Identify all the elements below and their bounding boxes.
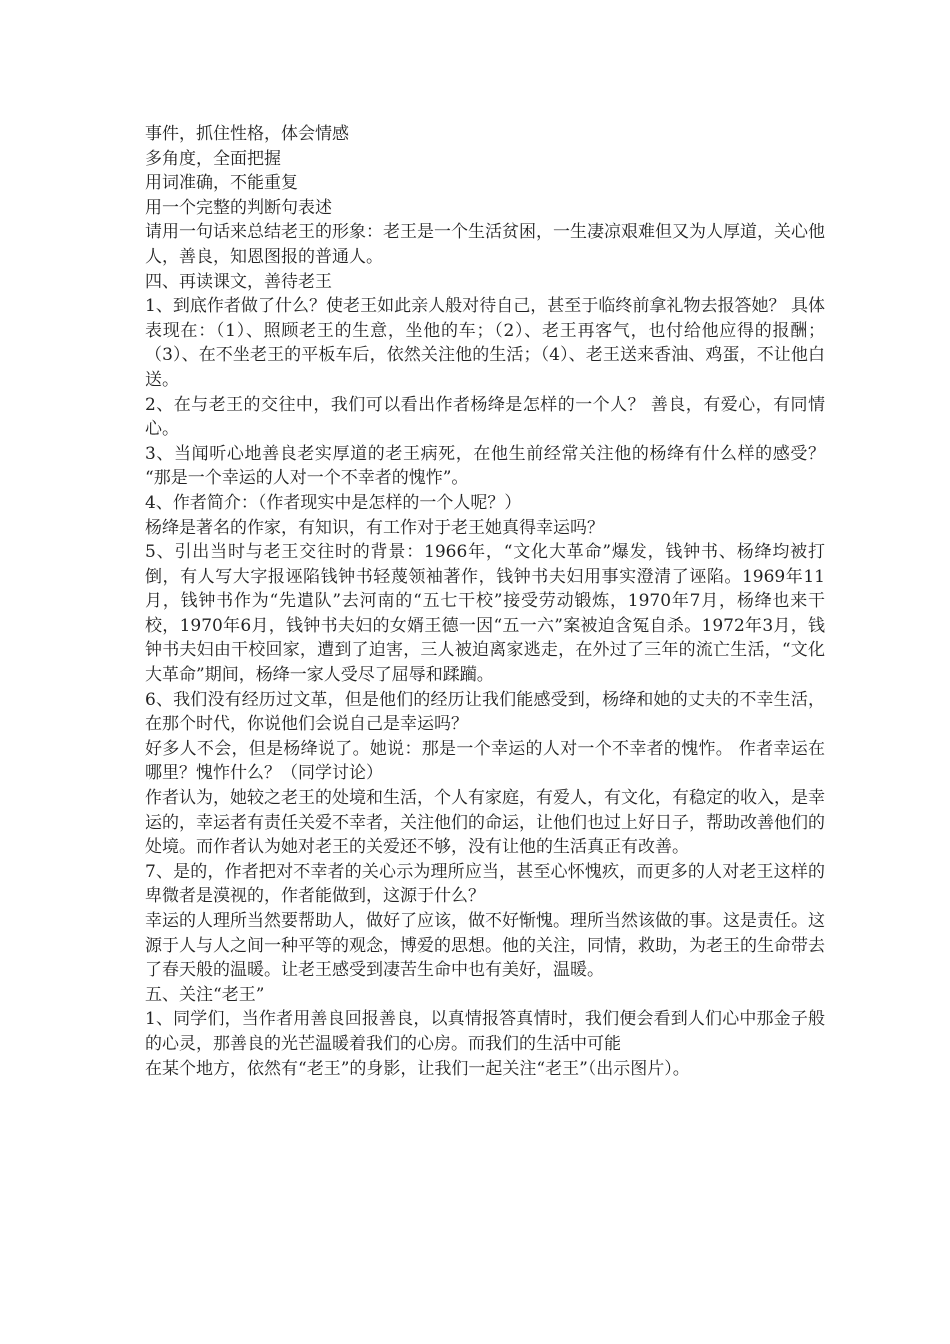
question-4-paragraph: 4、作者简介：（作者现实中是怎样的一个人呢？） [145, 492, 522, 513]
author-view-paragraph: 作者认为，她较之老王的处境和生活，个人有家庭，有爱人，有文化，有稳定的收入，是幸运的，幸运者有责任关爱不幸者，关注他们的命运，让他们也过上好日子，帮助改善他们的处境。而作者认为她对老王的关爱还不够，没有让他的生活真正有改善。 [145, 788, 825, 858]
question-3-paragraph: 3、当闻听心地善良老实厚道的老王病死，在他生前经常关注他的杨绛有什么样的感受？ “那是一个幸运的人对一个不幸者的愧怍”。 [145, 443, 825, 489]
question-5-paragraph: 5、引出当时与老王交往时的背景：1966年，“文化大革命”爆发，钱钟书、杨绛均被打倒，有人写大字报诬陷钱钟书轻蔑领袖著作，钱钟书夫妇用事实澄清了诬陷。1969年11月，钱钟书作为“先遣队”去河南的“五七干校”接受劳动锻炼，1970年7月，杨绛也来干校，1970年6月，钱钟书夫妇的女婿王德一因“五一六”案被迫含冤自杀。1972年3月，钱钟书夫妇由干校回家，遭到了迫害，三人被迫离家逃走，在外过了三年的流亡生活，“文化大革命”期间，杨绛一家人受尽了屈辱和蹂躏。 [145, 542, 825, 686]
text-line-4: 用一个完整的判断句表述 [145, 197, 332, 218]
question-1-paragraph: 1、到底作者做了什么？使老王如此亲人般对待自己，甚至于临终前拿礼物去报答她？ 具体表现在：（1）、照顾老王的生意，坐他的车；（2）、老王再客气，也付给他应得的报酬；（3）、在不坐老王的平板车后，依然关注他的生活；（4）、老王送来香油、鸡蛋，不让他白送。 [145, 296, 825, 390]
answer-7-paragraph: 幸运的人理所当然要帮助人，做好了应该，做不好惭愧。理所当然该做的事。这是责任。这源于人与人之间一种平等的观念，博爱的思想。他的关注，同情，救助，为老王的生命带去了春天般的温暖。让老王感受到凄苦生命中也有美好，温暖。 [145, 911, 825, 981]
question-7-paragraph: 7、是的，作者把对不幸者的关心示为理所应当，甚至心怀愧疚，而更多的人对老王这样的卑微者是漠视的，作者能做到，这源于什么？ [145, 861, 825, 907]
section-5-closing: 在某个地方，依然有“老王”的身影，让我们一起关注“老王”（出示图片）。 [145, 1058, 690, 1079]
image-summary-paragraph: 请用一句话来总结老王的形象：老王是一个生活贫困，一生凄凉艰难但又为人厚道，关心他人，善良，知恩图报的普通人。 [145, 222, 825, 267]
section-5-item-1: 1、同学们，当作者用善良回报善良，以真情报答真情时，我们便会看到人们心中那金子般的心灵，那善良的光芒温暖着我们的心房。而我们的生活中可能 [145, 1009, 825, 1054]
section-heading-4: 四、再读课文，善待老王 [145, 271, 332, 292]
text-line-3: 用词准确，不能重复 [145, 173, 298, 194]
text-line-1: 事件，抓住性格，体会情感 [145, 124, 349, 144]
section-heading-5: 五、关注“老王” [145, 984, 265, 1005]
text-line-2: 多角度，全面把握 [145, 148, 281, 169]
document-page [145, 122, 825, 1081]
answer-6-paragraph: 好多人不会，但是杨绛说了。她说：那是一个幸运的人对一个不幸者的愧怍。 作者幸运在哪里？愧怍什么？（同学讨论） [145, 738, 825, 784]
question-6-paragraph: 6、我们没有经历过文革，但是他们的经历让我们能感受到，杨绛和她的丈夫的不幸生活，在那个时代，你说他们会说自己是幸运吗？ [145, 689, 825, 735]
question-2-paragraph: 2、在与老王的交往中，我们可以看出作者杨绛是怎样的一个人？ 善良，有爱心，有同情心。 [145, 394, 825, 440]
author-line: 杨绛是著名的作家，有知识，有工作对于老王她真得幸运吗？ [145, 517, 604, 538]
